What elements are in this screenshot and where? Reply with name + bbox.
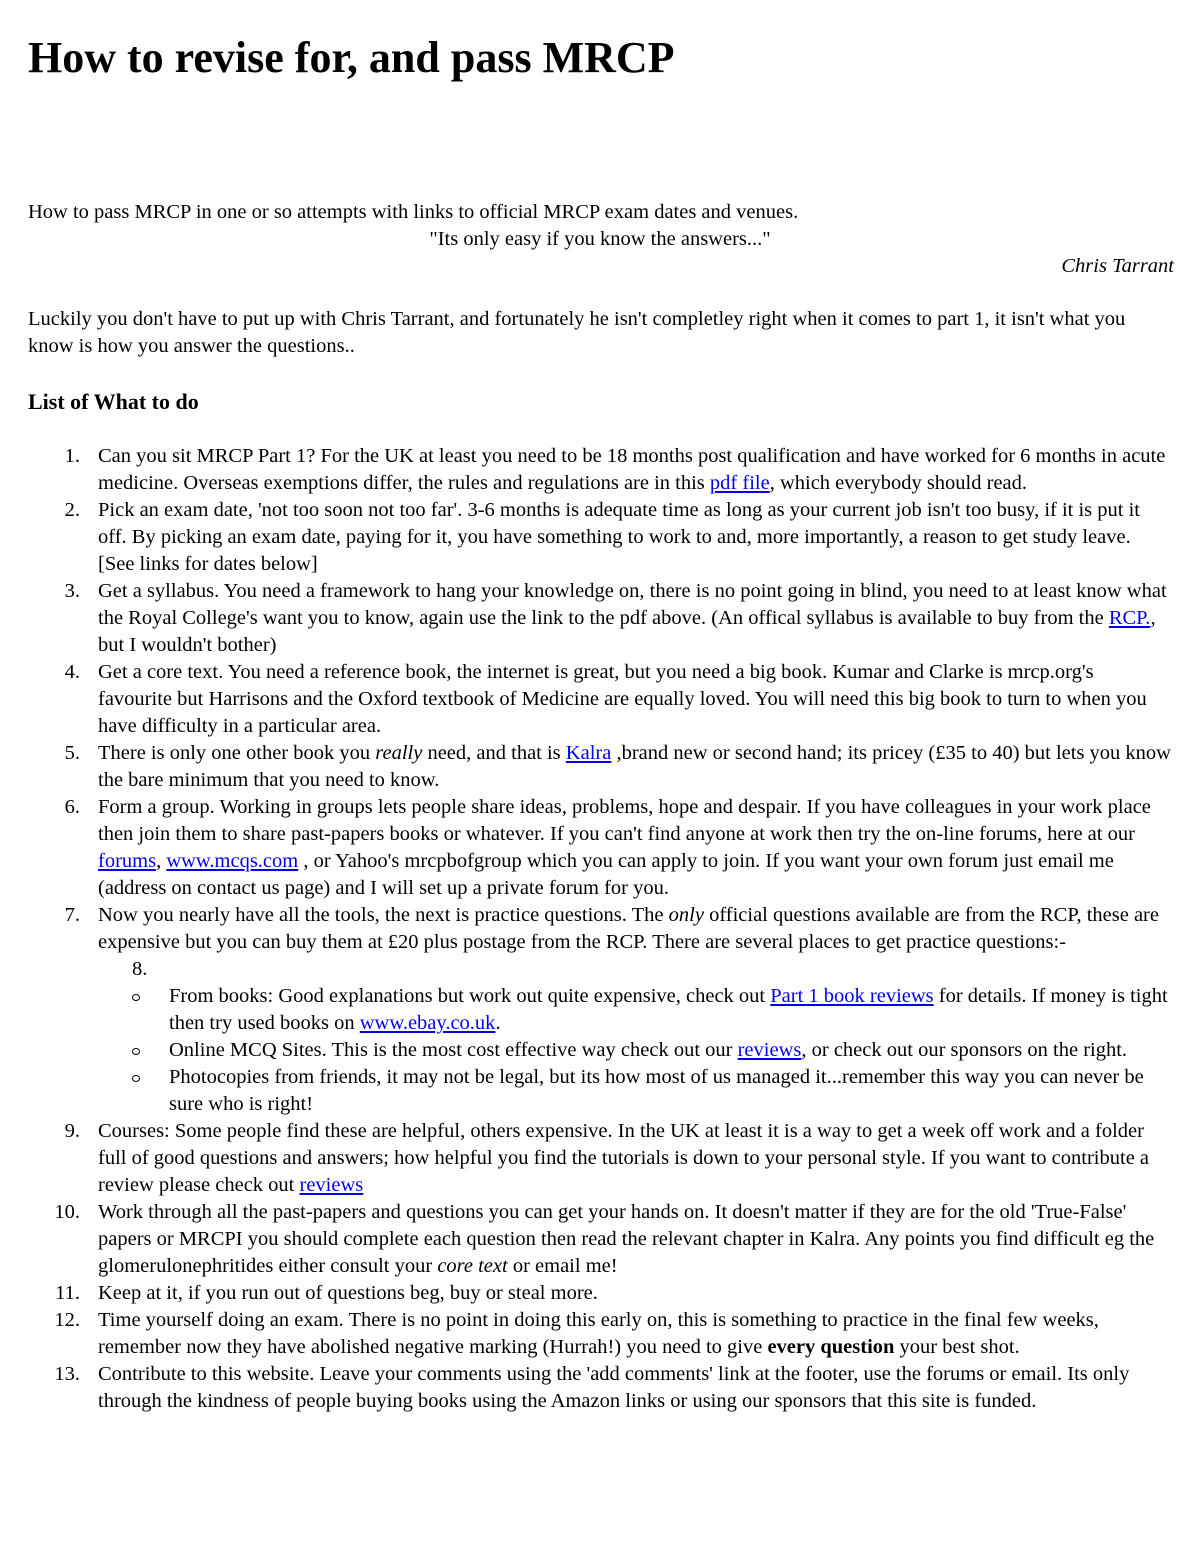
item-number: 7. [64,904,80,926]
sub-list-item [28,1064,1172,1118]
item-text: , but I wouldn't bother) [98,607,1156,656]
item-number: 5. [64,742,80,764]
item-text: Courses: Some people find these are helpful, others expensive. In the UK at least it is a way to get a week off work and a folder full of good questions and answers; how helpful you find the tutorials is down to your personal style. If you want to contribute a review please check out [98,1120,1150,1196]
list-item [28,794,1172,902]
bullet-circle-icon [132,1048,140,1055]
list-item [28,578,1172,659]
sub-list-item [28,1037,1172,1064]
item-text: Form a group. Working in groups lets people share ideas, problems, hope and despair. If you have colleagues in your work place then join them to share past-papers books or whatever. If you can't find anyone at work then try the on-line forums, here at our [98,796,1151,845]
item-text: , or check out our sponsors on the right. [801,1039,1128,1061]
sub-list-item [28,983,1172,1037]
list-item [28,740,1172,794]
todo-list [28,443,1172,1415]
lucky-paragraph: Luckily you don't have to put up with Chris Tarrant, and fortunately he isn't completley right when it comes to part 1, it isn't what you know is how you answer the questions.. [28,308,1126,357]
bullet-circle-icon [132,994,140,1001]
list-heading: List of What to do [28,389,199,414]
item-text: , [156,850,167,872]
reviews-link[interactable]: reviews [737,1039,802,1061]
bullet-circle-icon [132,1075,140,1082]
item-text: Now you nearly have all the tools, the next is practice questions. The [98,904,669,926]
ebay-link[interactable]: www.ebay.co.uk [359,1012,496,1034]
item-text: or email me! [507,1255,618,1277]
item-number: 8. [132,958,148,980]
item-text: Keep at it, if you run out of questions beg, buy or steal more. [98,1282,598,1304]
item-number: 1. [64,445,80,467]
strong-text: every question [767,1336,895,1358]
item-text: Contribute to this website. Leave your comments using the 'add comments' link at the footer, use the forums or email. Its only through the kindness of people buying books using the Amazon links or using our sponsors that this site is funded. [98,1363,1130,1412]
item-text: Pick an exam date, 'not too soon not too far'. 3-6 months is adequate time as long as your current job isn't too busy, if it is put it off. By picking an exam date, paying for it, you have something to work to and, more importantly, a reason to get study leave. [See links for dates below] [98,499,1140,575]
item-number: 4. [64,661,80,683]
pdf-file-link[interactable]: pdf file [709,472,770,494]
item-text: for details. If money is tight then try used books on [169,985,1168,1034]
item-number: 13. [54,1363,80,1385]
list-item [28,1361,1172,1415]
emphasis: really [375,742,423,764]
practice-sources-list [28,983,1172,1118]
item-text: , which everybody should read. [769,472,1028,494]
item-text: . [495,1012,501,1034]
item-number: 11. [55,1282,80,1304]
emphasis: only [668,904,704,926]
item-number: 12. [54,1309,80,1331]
list-item [28,497,1172,578]
item-text: Work through all the past-papers and questions you can get your hands on. It doesn't matter if they are for the old 'True-False' papers or MRCPI you should complete each question then read the relevant chapter in Kalra. Any points you find difficult eg the glomerulonephritides either consult your [98,1201,1155,1277]
forums-link[interactable]: forums [98,850,157,872]
item-text: , or Yahoo's mrcpbofgroup which you can apply to join. If you want your own forum just email me (address on contact us page) and I will set up a private forum for you. [98,850,1114,899]
item-text: There is only one other book you [98,742,376,764]
item-number: 2. [64,499,80,521]
item-text: official questions available are from the RCP, these are expensive but you can buy them at £20 plus postage from the RCP. There are several places to get practice questions:- [98,904,1159,953]
quote: "Its only easy if you know the answers..." [429,228,771,250]
list-item [28,956,1172,1118]
item-number: 10. [54,1201,80,1223]
item-text: need, and that is [422,742,566,764]
kalra-link[interactable]: Kalra [565,742,612,764]
list-item [28,443,1172,497]
item-text: From books: Good explanations but work out quite expensive, check out [169,985,771,1007]
item-text: ,brand new or second hand; its pricey (£35 to 40) but lets you know the bare minimum that you need to know. [98,742,1171,791]
book-reviews-link[interactable]: Part 1 book reviews [770,985,934,1007]
item-text: Get a core text. You need a reference book, the internet is great, but you need a big book. Kumar and Clarke is mrcp.org's favourite but Harrisons and the Oxford textbook of Medicine are equally loved. You will need this big book to turn to when you have difficulty in a particular area. [98,661,1147,737]
list-item [28,659,1172,740]
list-item [28,1118,1172,1199]
item-number: 6. [64,796,80,818]
item-text: your best shot. [894,1336,1020,1358]
list-item [28,1199,1172,1280]
item-text: Get a syllabus. You need a framework to hang your knowledge on, there is no point going in blind, you need to at least know what the Royal College's want you to know, again use the link to the pdf above. (An offical syllabus is available to buy from the [98,580,1167,629]
intro-text: How to pass MRCP in one or so attempts with links to official MRCP exam dates and venues. [28,201,799,223]
rcp-link[interactable]: RCP. [1108,607,1151,629]
item-number: 9. [64,1120,80,1142]
quote-author: Chris Tarrant [1061,255,1174,277]
list-item [28,902,1172,956]
list-item [28,1307,1172,1361]
page-title: How to revise for, and pass MRCP [28,33,675,82]
item-text: Can you sit MRCP Part 1? For the UK at least you need to be 18 months post qualification and have worked for 6 months in acute medicine. Overseas exemptions differ, the rules and regulations are in this [98,445,1166,494]
course-reviews-link[interactable]: reviews [299,1174,364,1196]
list-item [28,1280,1172,1307]
item-text: Time yourself doing an exam. There is no point in doing this early on, this is something to practice in the final few weeks, remember now they have abolished negative marking (Hurrah!) you need to give [98,1309,1099,1358]
emphasis: core text [437,1255,508,1277]
item-number: 3. [64,580,80,602]
item-text: Online MCQ Sites. This is the most cost effective way check out our [169,1039,738,1061]
item-text: Photocopies from friends, it may not be legal, but its how most of us managed it...remember this way you can never be sure who is right! [169,1066,1144,1115]
mcqs-link[interactable]: www.mcqs.com [166,850,299,872]
